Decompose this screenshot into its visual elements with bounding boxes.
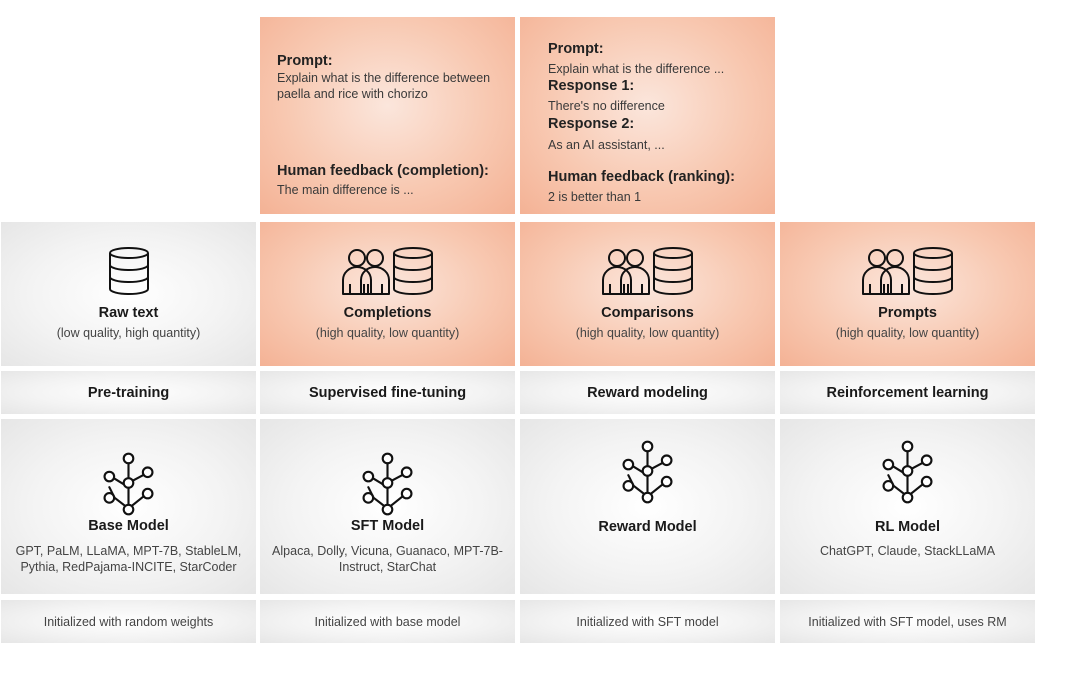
model-title: Base Model <box>88 518 169 534</box>
reward-response2-text: As an AI assistant, ... <box>548 138 665 152</box>
model-sft <box>260 419 515 594</box>
model-reward <box>520 419 775 594</box>
data-subtitle: (high quality, low quantity) <box>835 326 980 340</box>
sft-prompt-label: Prompt: <box>277 53 333 69</box>
data-comparisons <box>520 222 775 366</box>
data-title: Prompts <box>878 305 937 321</box>
init-sft-model-uses-rm: Initialized with SFT model, uses RM <box>780 600 1035 643</box>
data-prompts <box>780 222 1035 366</box>
people-icon <box>861 246 911 296</box>
sft-feedback-text: The main difference is ... <box>277 183 414 197</box>
data-title: Comparisons <box>601 305 694 321</box>
sft-example-box <box>260 17 515 214</box>
data-raw-text <box>1 222 256 366</box>
database-icon <box>107 246 151 296</box>
data-completions <box>260 222 515 366</box>
people-icon <box>341 246 391 296</box>
reward-feedback-text: 2 is better than 1 <box>548 190 642 204</box>
data-subtitle: (high quality, low quantity) <box>315 326 460 340</box>
data-title: Raw text <box>98 305 159 321</box>
database-icon <box>391 246 435 296</box>
model-base <box>1 419 256 594</box>
stage-supervised-fine-tuning: Supervised fine-tuning <box>260 371 515 414</box>
init-sft-model: Initialized with SFT model <box>520 600 775 643</box>
sft-prompt-text: Explain what is the difference between paella and rice with chorizo <box>277 71 491 101</box>
data-title: Completions <box>343 305 432 321</box>
stage-reward-modeling: Reward modeling <box>520 371 775 414</box>
init-random-weights: Initialized with random weights <box>1 600 256 643</box>
model-examples: Alpaca, Dolly, Vicuna, Guanaco, MPT-7B-Instruct, StarChat <box>272 544 503 574</box>
model-title: RL Model <box>875 519 940 535</box>
reward-prompt-text: Explain what is the difference ... <box>548 62 725 76</box>
data-subtitle: (low quality, high quantity) <box>56 326 201 340</box>
data-subtitle: (high quality, low quantity) <box>575 326 720 340</box>
stage-reinforcement-learning: Reinforcement learning <box>780 371 1035 414</box>
reward-response1-text: There's no difference <box>548 99 665 113</box>
reward-example-box <box>520 17 775 214</box>
model-tree-icon <box>360 451 415 517</box>
model-tree-icon <box>880 439 935 505</box>
reward-prompt-label: Prompt: <box>548 41 604 57</box>
reward-feedback-label: Human feedback (ranking): <box>548 169 735 185</box>
model-tree-icon <box>620 439 675 505</box>
reward-response1-label: Response 1: <box>548 78 635 94</box>
init-base-model: Initialized with base model <box>260 600 515 643</box>
database-icon <box>911 246 955 296</box>
sft-feedback-label: Human feedback (completion): <box>277 163 489 179</box>
model-title: SFT Model <box>350 518 425 534</box>
model-title: Reward Model <box>598 519 697 535</box>
people-icon <box>601 246 651 296</box>
model-tree-icon <box>101 451 156 517</box>
reward-response2-label: Response 2: <box>548 116 635 132</box>
stage-pre-training: Pre-training <box>1 371 256 414</box>
model-examples: GPT, PaLM, LLaMA, MPT-7B, StableLM, Pythia, RedPajama-INCITE, StarCoder <box>15 544 242 574</box>
database-icon <box>651 246 695 296</box>
model-examples: ChatGPT, Claude, StackLLaMA <box>819 544 996 558</box>
model-rl <box>780 419 1035 594</box>
